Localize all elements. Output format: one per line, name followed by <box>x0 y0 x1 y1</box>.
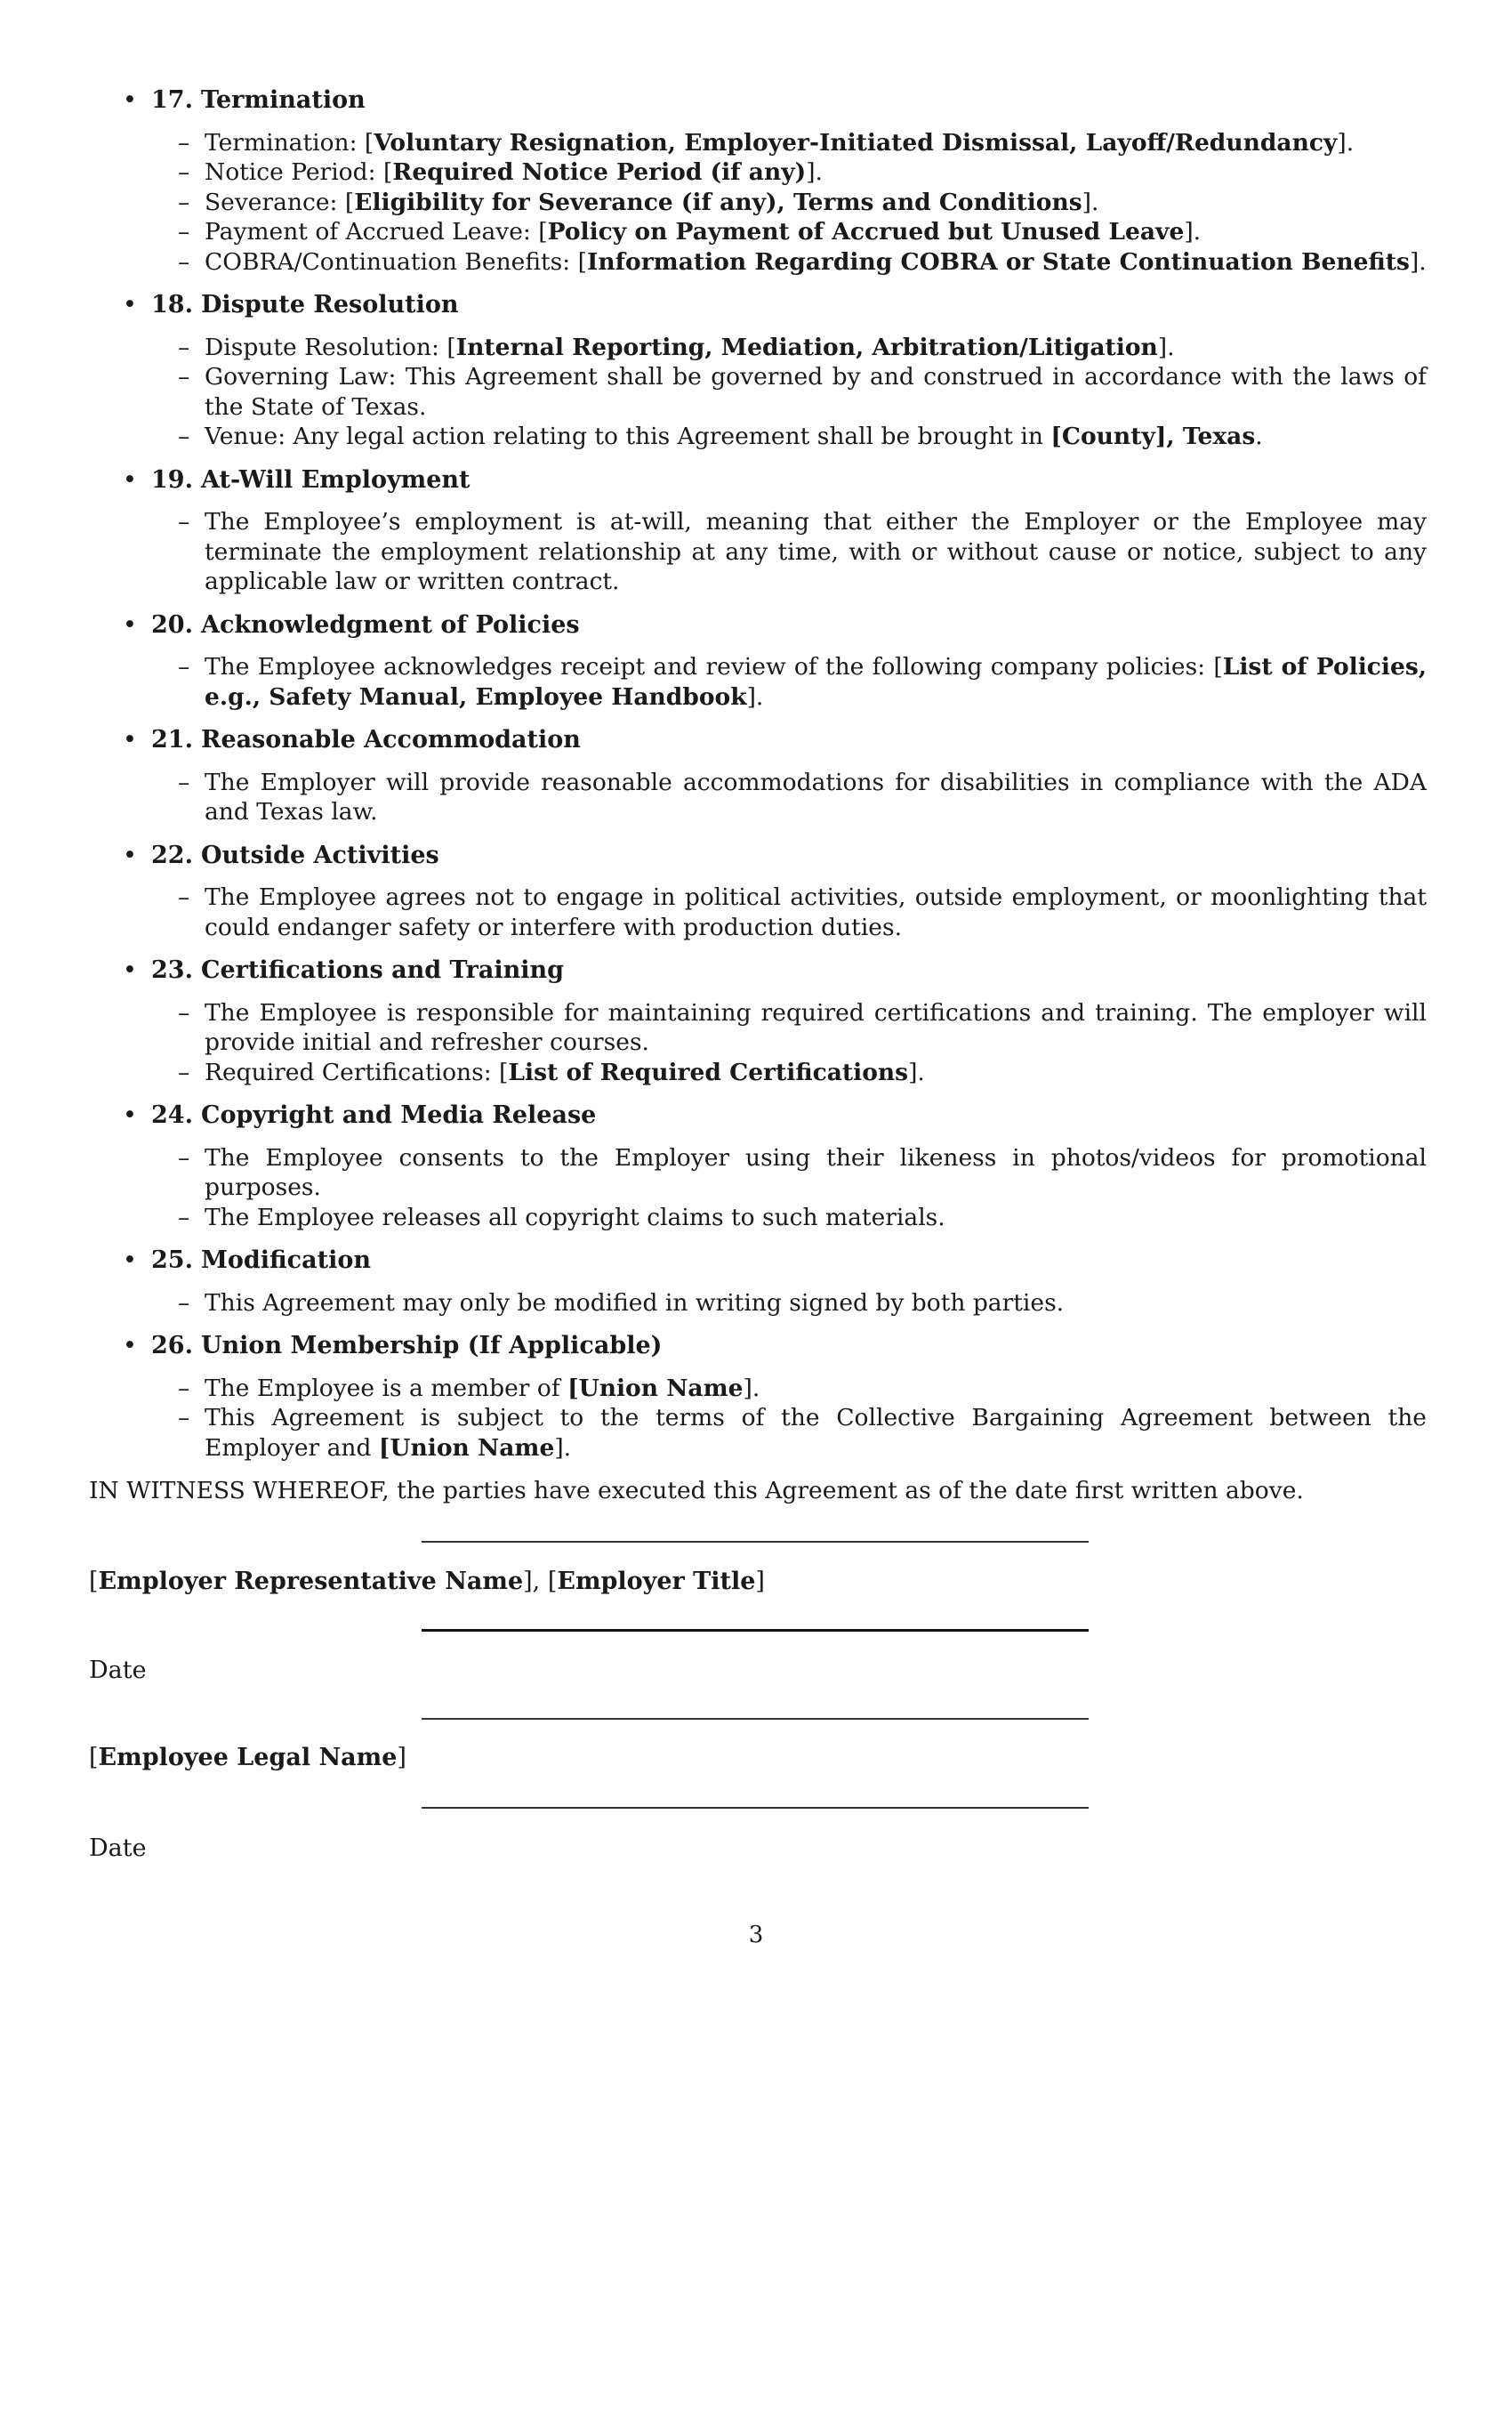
list-item <box>89 998 1427 1058</box>
section-heading <box>89 1331 1427 1361</box>
section-title: Termination <box>201 86 366 114</box>
section-number: 26. <box>151 1332 193 1359</box>
section-items <box>89 883 1427 942</box>
list-item <box>89 157 1427 188</box>
section-26 <box>89 1331 1427 1463</box>
document-body <box>89 85 1427 2419</box>
item-text: This Agreement is subject to the terms of the Collective Bargaining Agreement between the Employer and <box>205 1404 1427 1462</box>
section-items <box>89 1374 1427 1463</box>
dash-icon: – <box>178 508 190 536</box>
employer-signature-line[interactable] <box>422 1541 1089 1543</box>
dash-icon: – <box>178 247 190 276</box>
section-heading <box>89 85 1427 116</box>
section-items <box>89 333 1427 452</box>
section-title: At-Will Employment <box>201 465 470 494</box>
section-21 <box>89 725 1427 827</box>
employer-date-line[interactable] <box>422 1629 1089 1632</box>
section-items <box>89 998 1427 1088</box>
dash-icon: – <box>178 333 190 361</box>
item-text: The Employee acknowledges receipt and review of the following company policies: [ <box>205 653 1223 681</box>
section-heading <box>89 725 1427 755</box>
section-title: Outside Activities <box>201 841 439 869</box>
section-title: Certifications and Training <box>201 956 565 984</box>
item-text: Severance: [ <box>205 188 355 216</box>
item-text: Notice Period: [ <box>205 158 393 186</box>
section-items <box>89 128 1427 278</box>
item-tail: ]. <box>1337 128 1355 157</box>
item-tail: ]. <box>806 158 823 186</box>
section-number: 23. <box>151 956 193 984</box>
section-items <box>89 1143 1427 1233</box>
item-tail: ]. <box>908 1058 925 1086</box>
dash-icon: – <box>178 768 190 796</box>
item-placeholder: Internal Reporting, Mediation, Arbitration/Litigation <box>455 333 1158 361</box>
section-heading <box>89 1246 1427 1276</box>
bullet-icon: • <box>123 291 137 319</box>
dash-icon: – <box>178 1374 190 1402</box>
item-placeholder: [Union Name <box>567 1374 744 1402</box>
employee-signature-label: [Employee Legal Name] <box>89 1744 406 1771</box>
employee-signature-line[interactable] <box>422 1718 1089 1720</box>
section-number: 20. <box>151 610 193 639</box>
bullet-icon: • <box>123 465 137 494</box>
item-text: This Agreement may only be modified in writing signed by both parties. <box>205 1288 1065 1317</box>
list-item <box>89 1203 1427 1233</box>
section-title: Dispute Resolution <box>201 291 459 319</box>
dash-icon: – <box>178 218 190 246</box>
list-item <box>89 1403 1427 1463</box>
list-item <box>89 217 1427 247</box>
section-heading <box>89 1101 1427 1131</box>
item-text: The Employee releases all copyright claims to such materials. <box>205 1203 945 1231</box>
employee-date-line[interactable] <box>422 1807 1089 1809</box>
section-items <box>89 1288 1427 1318</box>
list-item <box>89 128 1427 158</box>
section-heading <box>89 610 1427 641</box>
section-24 <box>89 1101 1427 1232</box>
dash-icon: – <box>178 188 190 216</box>
section-number: 22. <box>151 841 193 869</box>
list-item <box>89 1143 1427 1203</box>
dash-icon: – <box>178 363 190 391</box>
section-25 <box>89 1246 1427 1318</box>
item-tail: ]. <box>743 1374 760 1402</box>
section-number: 21. <box>151 726 193 754</box>
section-22 <box>89 841 1427 943</box>
list-item <box>89 883 1427 942</box>
list-item <box>89 768 1427 827</box>
list-item <box>89 188 1427 218</box>
section-items <box>89 652 1427 712</box>
item-text: The Employee is responsible for maintaining required certifications and training. The employer will provide initial and refresher courses. <box>205 998 1427 1056</box>
section-number: 24. <box>151 1101 193 1129</box>
employer-date-label: Date <box>89 1657 147 1684</box>
section-number: 18. <box>151 291 193 319</box>
page-number: 3 <box>748 1922 764 1948</box>
section-heading <box>89 956 1427 986</box>
item-tail: ]. <box>1184 218 1202 246</box>
section-23 <box>89 956 1427 1087</box>
dash-icon: – <box>178 998 190 1027</box>
dash-icon: – <box>178 653 190 681</box>
item-placeholder: [Union Name <box>378 1433 555 1462</box>
dash-icon: – <box>178 1203 190 1231</box>
section-items <box>89 507 1427 597</box>
dash-icon: – <box>178 883 190 911</box>
bullet-icon: • <box>123 841 137 869</box>
list-item <box>89 1288 1427 1318</box>
item-tail: ]. <box>1157 333 1175 361</box>
employee-date-label: Date <box>89 1834 147 1862</box>
section-title: Reasonable Accommodation <box>201 726 581 754</box>
list-item <box>89 507 1427 597</box>
section-20 <box>89 610 1427 713</box>
section-17 <box>89 85 1427 277</box>
item-tail: ]. <box>1082 188 1099 216</box>
dash-icon: – <box>178 128 190 157</box>
bullet-icon: • <box>123 1332 137 1359</box>
item-tail: ]. <box>554 1433 572 1462</box>
dash-icon: – <box>178 1404 190 1431</box>
dash-icon: – <box>178 1058 190 1086</box>
section-heading <box>89 465 1427 496</box>
section-18 <box>89 290 1427 452</box>
item-placeholder: Voluntary Resignation, Employer-Initiated Dismissal, Layoff/Redundancy <box>374 128 1338 157</box>
employee-legal-name: Employee Legal Name <box>98 1744 398 1771</box>
section-title: Acknowledgment of Policies <box>201 610 580 639</box>
item-text: Venue: Any legal action relating to this Agreement shall be brought in <box>205 423 1051 450</box>
item-placeholder: [County], Texas <box>1050 423 1256 450</box>
list-item <box>89 1374 1427 1404</box>
dash-icon: – <box>178 423 190 450</box>
bullet-icon: • <box>123 610 137 639</box>
section-number: 25. <box>151 1246 193 1274</box>
section-title: Copyright and Media Release <box>201 1101 597 1129</box>
item-placeholder: Required Notice Period (if any) <box>392 158 807 186</box>
item-tail: ]. <box>1409 247 1427 276</box>
list-item <box>89 422 1427 452</box>
item-text: The Employee consents to the Employer using their likeness in photos/videos for promotional purposes. <box>205 1143 1427 1201</box>
bullet-icon: • <box>123 726 137 754</box>
list-item <box>89 362 1427 422</box>
employer-title: Employer Title <box>557 1568 756 1595</box>
item-text: COBRA/Continuation Benefits: [ <box>205 247 587 276</box>
bullet-icon: • <box>123 1246 137 1274</box>
employer-signature-label: [Employer Representative Name], [Employer Title] <box>89 1568 765 1595</box>
section-title: Modification <box>201 1246 371 1274</box>
dash-icon: – <box>178 1143 190 1172</box>
list-item <box>89 652 1427 712</box>
item-text: Payment of Accrued Leave: [ <box>205 218 548 246</box>
item-text: The Employee is a member of <box>205 1374 568 1402</box>
list-item <box>89 247 1427 278</box>
item-tail: ]. <box>746 682 764 711</box>
section-number: 17. <box>151 86 193 114</box>
section-heading <box>89 290 1427 320</box>
bullet-icon: • <box>123 956 137 984</box>
item-tail: . <box>1255 423 1263 450</box>
section-list <box>89 85 1427 1463</box>
employer-rep-name: Employer Representative Name <box>98 1568 524 1595</box>
item-text: The Employee agrees not to engage in political activities, outside employment, or moonlighting that could endanger safety or interfere with production duties. <box>205 883 1427 941</box>
item-text: Governing Law: This Agreement shall be governed by and construed in accordance with the laws of the State of Texas. <box>205 363 1427 421</box>
section-items <box>89 768 1427 827</box>
item-text: The Employee’s employment is at-will, meaning that either the Employer or the Employee may terminate the employment relationship at any time, with or without cause or notice, subject to any applicable law or written contract. <box>205 508 1427 595</box>
item-text: The Employer will provide reasonable accommodations for disabilities in compliance with the ADA and Texas law. <box>205 768 1427 826</box>
signature-block <box>89 1529 1427 2419</box>
item-text: Required Certifications: [ <box>205 1058 509 1086</box>
item-placeholder: List of Policies, e.g., Safety Manual, Employee Handbook <box>205 653 1427 711</box>
item-placeholder: Eligibility for Severance (if any), Terms and Conditions <box>354 188 1082 216</box>
section-number: 19. <box>151 465 193 494</box>
section-title: Union Membership (If Applicable) <box>201 1332 663 1359</box>
item-placeholder: Information Regarding COBRA or State Continuation Benefits <box>586 247 1410 276</box>
list-item <box>89 1058 1427 1088</box>
dash-icon: – <box>178 158 190 186</box>
bullet-icon: • <box>123 86 137 114</box>
list-item <box>89 333 1427 363</box>
witness-clause: IN WITNESS WHEREOF, the parties have executed this Agreement as of the date first written above. <box>89 1477 1304 1504</box>
section-19 <box>89 465 1427 597</box>
item-placeholder: Policy on Payment of Accrued but Unused Leave <box>547 218 1185 246</box>
dash-icon: – <box>178 1288 190 1317</box>
section-heading <box>89 841 1427 871</box>
item-text: Termination: [ <box>205 128 374 157</box>
item-placeholder: List of Required Certifications <box>508 1058 909 1086</box>
bullet-icon: • <box>123 1101 137 1129</box>
item-text: Dispute Resolution: [ <box>205 333 456 361</box>
